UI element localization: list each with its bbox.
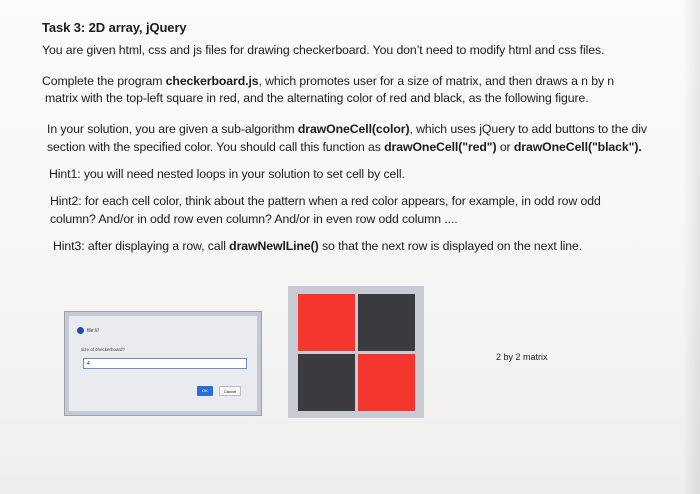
- solution-line-1: [47, 121, 647, 137]
- filename-bold: checkerboard.js: [165, 74, 259, 88]
- function-name-bold: drawOneCell(color): [297, 122, 410, 136]
- hint-1: Hint1: you will need nested loops in your solution to set cell by cell.: [49, 167, 405, 181]
- cancel-button[interactable]: Cancel: [219, 386, 241, 396]
- globe-icon: [77, 327, 84, 334]
- text: or: [496, 140, 514, 154]
- call-black-bold: drawOneCell("black").: [513, 140, 642, 154]
- dialog-origin: file:///: [87, 327, 99, 334]
- cell-row1-col2: [358, 294, 415, 351]
- call-red-bold: drawOneCell("red"): [384, 140, 497, 154]
- dialog-header: [77, 327, 99, 334]
- hint-3: [53, 238, 582, 254]
- prompt-dialog-figure: [64, 311, 262, 416]
- solution-line-2: [47, 139, 642, 155]
- cell-row2-col1: [298, 354, 355, 411]
- text: Complete the program: [42, 74, 166, 88]
- instructions-line-2: matrix with the top-left square in red, and the alternating color of red and black, as the following figure.: [45, 91, 589, 105]
- size-input[interactable]: 4: [83, 358, 247, 369]
- text: so that the next row is displayed on the next line.: [318, 239, 583, 253]
- text: , which promotes user for a size of matrix, and then draws a n by n: [258, 74, 615, 88]
- dialog-prompt-label: size of checkerboard?: [81, 347, 126, 352]
- page-shadow: [682, 0, 700, 494]
- text: Hint3: after displaying a row, call: [53, 239, 230, 253]
- instructions-line-1: [42, 73, 614, 89]
- checkerboard-figure: [288, 286, 424, 418]
- cell-row2-col2: [358, 354, 415, 411]
- hint-2-line-2: column? And/or in odd row even column? And/or in even row odd column ....: [50, 212, 458, 226]
- matrix-caption: 2 by 2 matrix: [496, 352, 548, 362]
- function-name-bold: drawNewlLine(): [229, 239, 319, 253]
- cell-row1-col1: [298, 294, 355, 351]
- text: , which uses jQuery to add buttons to the div: [409, 122, 647, 136]
- ok-button[interactable]: OK: [197, 386, 213, 396]
- task-title: Task 3: 2D array, jQuery: [42, 20, 187, 35]
- hint-2-line-1: Hint2: for each cell color, think about the pattern when a red color appears, for example, in odd row odd: [50, 194, 601, 208]
- text: section with the specified color. You should call this function as: [47, 140, 385, 154]
- dialog-body: [69, 316, 257, 411]
- intro-paragraph: You are given html, css and js files for drawing checkerboard. You don’t need to modify html and css files.: [42, 43, 605, 57]
- text: In your solution, you are given a sub-algorithm: [47, 122, 298, 136]
